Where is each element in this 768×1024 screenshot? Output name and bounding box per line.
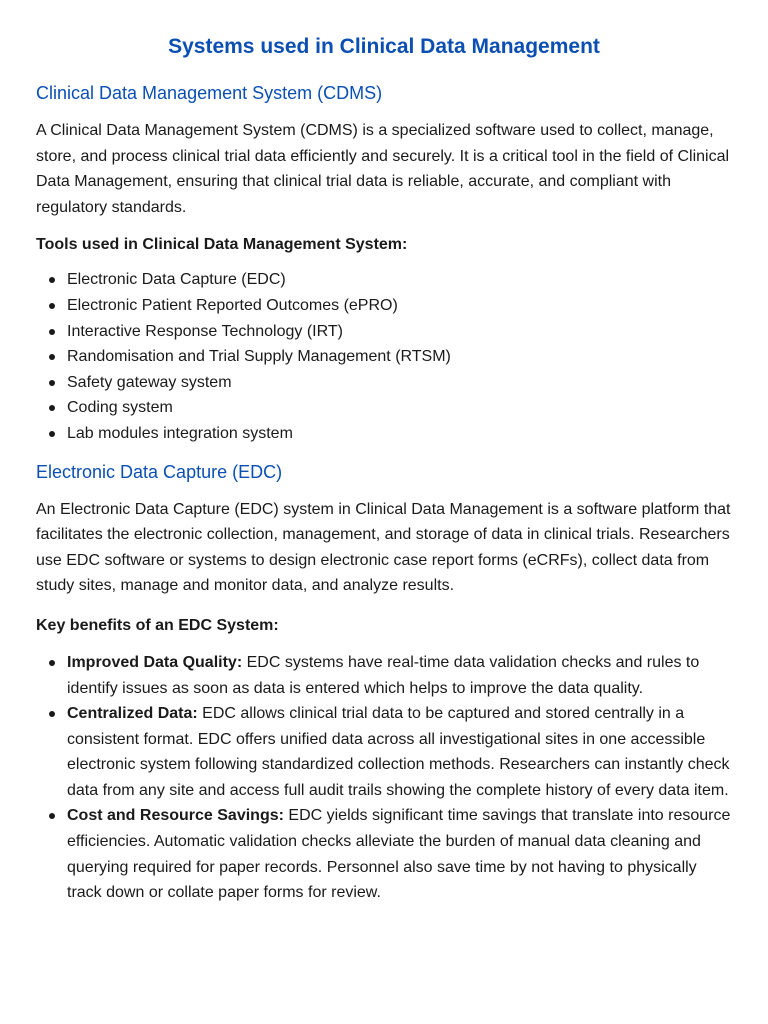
bullet-icon xyxy=(49,303,55,309)
list-item-text: Lab modules integration system xyxy=(67,424,293,442)
bullet-icon xyxy=(49,380,55,386)
benefit-label: Centralized Data: xyxy=(67,705,198,723)
list-item xyxy=(36,701,732,803)
list-item xyxy=(36,370,732,396)
benefits-heading: Key benefits of an EDC System: xyxy=(36,616,279,634)
list-item xyxy=(36,803,732,905)
list-item xyxy=(36,319,732,345)
bullet-icon xyxy=(49,277,55,283)
benefit-text: EDC systems have real-time data validation checks and rules to identify issues as soon as data is entered which helps to improve the data quality. xyxy=(67,653,700,697)
bullet-icon xyxy=(49,431,55,437)
list-item xyxy=(36,293,732,319)
bullet-icon xyxy=(49,405,55,411)
list-item-text: Safety gateway system xyxy=(67,373,232,391)
list-item-text: Interactive Response Technology (IRT) xyxy=(67,322,343,340)
list-item xyxy=(36,421,732,447)
cdms-heading: Clinical Data Management System (CDMS) xyxy=(36,83,383,103)
list-item xyxy=(36,650,732,701)
benefit-label: Improved Data Quality: xyxy=(67,653,243,671)
bullet-icon xyxy=(49,329,55,335)
bullet-icon xyxy=(49,660,55,666)
bullet-icon xyxy=(49,711,55,717)
benefit-text: EDC yields significant time savings that translate into resource efficiencies. Automatic validation checks alleviate the burden of manual data cleaning and querying required for paper records. Personnel also save time by not having to physically track down or collate paper forms for review. xyxy=(67,807,731,902)
benefits-list xyxy=(36,650,732,906)
list-item-text: Randomisation and Trial Supply Management (RTSM) xyxy=(67,348,451,366)
document-title: Systems used in Clinical Data Management xyxy=(168,35,600,58)
list-item xyxy=(36,344,732,370)
cdms-paragraph: A Clinical Data Management System (CDMS) is a specialized software used to collect, manage, store, and process clinical trial data efficiently and securely. It is a critical tool in the field of Clinical Data Management, ensuring that clinical trial data is reliable, accurate, and compliant with regulatory standards. xyxy=(36,122,730,216)
list-item xyxy=(36,267,732,293)
list-item-text: Coding system xyxy=(67,399,173,417)
benefit-label: Cost and Resource Savings: xyxy=(67,807,284,825)
list-item-text: Electronic Patient Reported Outcomes (ePRO) xyxy=(67,296,398,314)
tools-heading: Tools used in Clinical Data Management System: xyxy=(36,236,408,254)
edc-heading: Electronic Data Capture (EDC) xyxy=(36,461,283,482)
benefit-text: EDC allows clinical trial data to be captured and stored centrally in a consistent format. EDC offers unified data across all investigational sites in one accessible electronic system following standardized collection methods. Researchers can instantly check data from any site and access full audit trails showing the complete history of every data item. xyxy=(67,705,730,799)
edc-paragraph: An Electronic Data Capture (EDC) system in Clinical Data Management is a software platform that facilitates the electronic collection, management, and storage of data in clinical trials. Researchers use EDC software or systems to design electronic case report forms (eCRFs), collect data from study sites, manage and monitor data, and analyze results. xyxy=(36,500,731,595)
list-item xyxy=(36,395,732,421)
bullet-icon xyxy=(49,813,55,819)
tools-list xyxy=(36,267,732,446)
bullet-icon xyxy=(49,354,55,360)
list-item-text: Electronic Data Capture (EDC) xyxy=(67,271,286,289)
